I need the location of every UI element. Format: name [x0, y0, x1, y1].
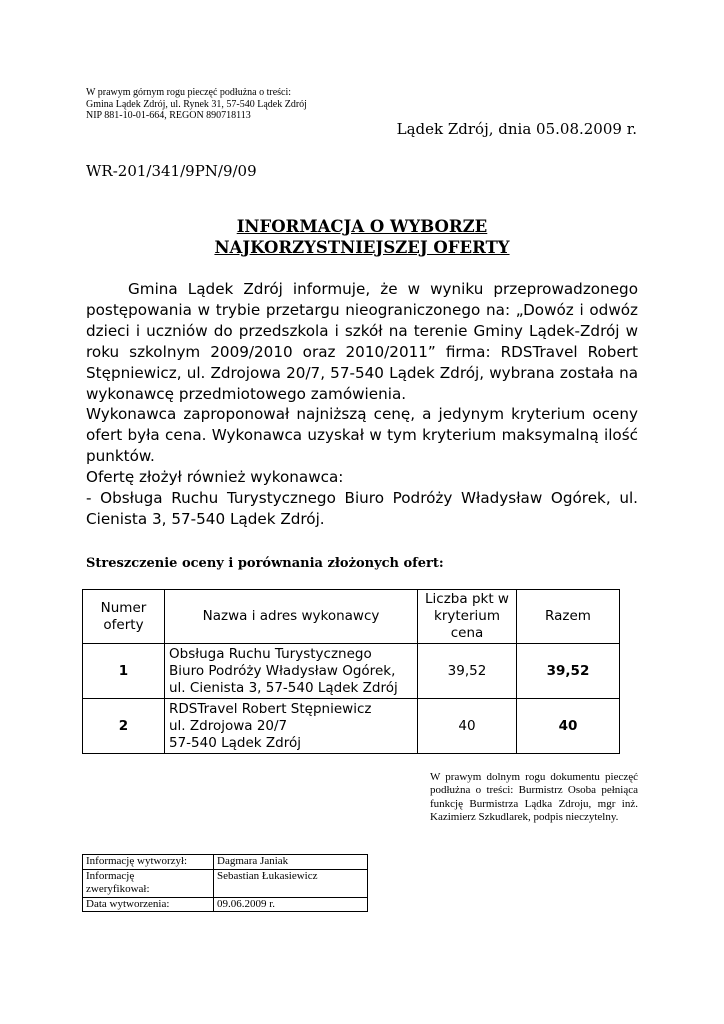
contractor-line: Obsługa Ruchu Turystycznego — [169, 645, 372, 662]
offer-contractor — [165, 699, 418, 754]
summary-heading: Streszczenie oceny i porównania złożonych ofert: — [86, 556, 444, 571]
body-paragraph: Wykonawca zaproponował najniższą cenę, a jedynym kryterium oceny ofert była cena. Wykonawca uzyskał w tym kryterium maksymalną ilość punktów. — [86, 405, 638, 466]
header-text: Numer — [100, 599, 147, 616]
reference-number: WR-201/341/9PN/9/09 — [86, 162, 257, 180]
contractor-line: Biuro Podróży Władysław Ogórek, — [169, 662, 396, 679]
table-header-row — [83, 590, 620, 644]
place-and-date: Lądek Zdrój, dnia 05.08.2009 r. — [396, 120, 637, 138]
meta-value: Dagmara Janiak — [214, 855, 368, 870]
offers-table — [82, 589, 620, 754]
stamp-top-note — [86, 87, 307, 122]
stamp-bottom-note: W prawym dolnym rogu dokumentu pieczęć podłużna o treści: Burmistrz Osoba pełniąca funkcję Burmistrza Lądka Zdroju, mgr inż. Kazimierz Szkudlarek, podpis nieczytelny. — [430, 771, 638, 824]
header-number — [83, 590, 165, 644]
header-total: Razem — [517, 590, 620, 644]
header-text: cena — [450, 625, 484, 641]
meta-row — [83, 855, 368, 870]
meta-value: 09.06.2009 r. — [214, 897, 368, 912]
meta-label: Data wytworzenia: — [83, 897, 214, 912]
offer-points: 40 — [418, 699, 517, 754]
stamp-top-line: W prawym górnym rogu pieczęć podłużna o treści: — [86, 87, 292, 98]
title-line: NAJKORZYSTNIEJSZEJ OFERTY — [214, 238, 510, 257]
body-paragraph: Gmina Lądek Zdrój informuje, że w wyniku przeprowadzonego postępowania w trybie przetargu nieograniczonego na: „Dowóz i odwóz dzieci i uczniów do przedszkola i szkół na terenie Gminy Lądek-Zdrój w roku szkolnym 2009/2010 oraz 2010/2011” firma: RDSTravel Robert Stępniewicz, ul. Zdrojowa 20/7, 57-540 Lądek Zdrój, wybrana została na wykonawcę przedmiotowego zamówienia. — [86, 280, 638, 403]
header-text: oferty — [103, 616, 144, 633]
contractor-line: ul. Zdrojowa 20/7 — [169, 717, 288, 734]
stamp-top-line: Gmina Lądek Zdrój, ul. Rynek 31, 57-540 Lądek Zdrój — [86, 98, 307, 110]
document-meta-table — [82, 854, 368, 912]
body-paragraph: Ofertę złożył również wykonawca: — [86, 468, 344, 487]
document-title — [86, 216, 638, 258]
contractor-line: 57-540 Lądek Zdrój — [169, 734, 301, 751]
header-text: kryterium — [434, 608, 500, 624]
offer-points: 39,52 — [418, 644, 517, 699]
meta-label-line: zweryfikował: — [86, 883, 150, 895]
meta-label-line: Informację — [86, 869, 135, 882]
header-text: Liczba pkt w — [425, 591, 509, 607]
offer-contractor — [165, 644, 418, 699]
offer-total: 40 — [517, 699, 620, 754]
meta-row — [83, 869, 368, 897]
header-points — [418, 590, 517, 644]
body-paragraph: - Obsługa Ruchu Turystycznego Biuro Podróży Władysław Ogórek, ul. Cienista 3, 57-540 Lądek Zdrój. — [86, 489, 638, 528]
header-name: Nazwa i adres wykonawcy — [165, 590, 418, 644]
stamp-top-line: NIP 881-10-01-664, REGON 890718113 — [86, 110, 251, 121]
offer-number: 2 — [83, 699, 165, 754]
offer-number: 1 — [83, 644, 165, 699]
table-row — [83, 699, 620, 754]
title-line: INFORMACJA O WYBORZE — [236, 217, 488, 236]
table-row — [83, 644, 620, 699]
offer-total: 39,52 — [517, 644, 620, 699]
contractor-line: ul. Cienista 3, 57-540 Lądek Zdrój — [169, 679, 398, 696]
meta-label: Informację wytworzył: — [83, 855, 214, 870]
contractor-line: RDSTravel Robert Stępniewicz — [169, 700, 372, 717]
meta-label — [83, 869, 214, 897]
meta-row — [83, 897, 368, 912]
body-text — [86, 279, 638, 530]
meta-value: Sebastian Łukasiewicz — [214, 869, 368, 897]
